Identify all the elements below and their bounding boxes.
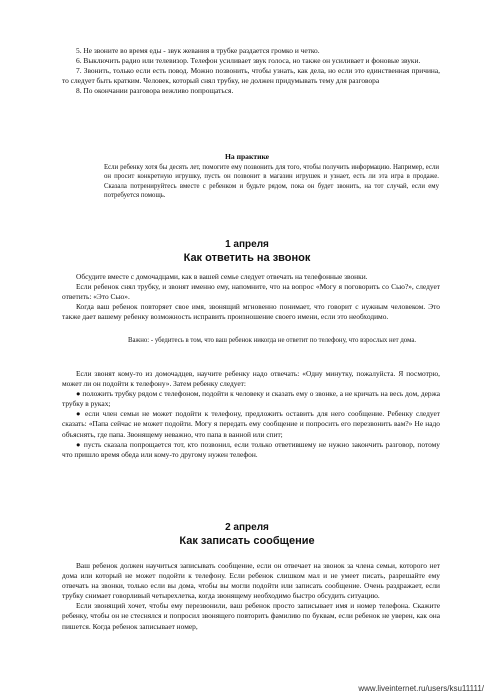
section2-title: Как записать сообщение	[179, 535, 315, 547]
rules-list	[62, 46, 440, 96]
paragraph: Если звонят кому-то из домочадцев, научите ребенку надо отвечать: «Одну минутку, пожалуйста. Я посмотрю, может ли он подойти к телефону». Затем ребенку следует:	[62, 369, 440, 389]
paragraph: Обсудите вместе с домочадцами, как в вашей семье следует отвечать на телефонные звонки.	[76, 272, 368, 281]
section2-date: 2 апреля	[225, 522, 269, 533]
section1-body-2	[62, 369, 440, 460]
paragraph: Если звонящий хочет, чтобы ему перезвонили, ваш ребенок просто записывает имя и номер телефона. Скажите ребенку, чтобы он не стеснялся и попросил звонящего повторить фамилию по буквам, если ребенок не уверен, как она пишется. Когда ребенок записывает номер,	[62, 601, 440, 631]
important-note	[128, 336, 428, 345]
source-url: www.liveinternet.ru/users/ksu11111/	[358, 684, 484, 693]
list-item: 8. По окончании разговора вежливо попрощаться.	[76, 86, 234, 96]
practice-box	[104, 163, 439, 200]
practice-title: На практике	[224, 152, 270, 161]
paragraph: Когда ваш ребенок повторяет свое имя, звонящий мгновенно понимает, что говорит с нужным человеком. Это также дает вашему ребенку возможность исправить произношение своего имени, если это необходимо.	[62, 302, 440, 322]
section1-date: 1 апреля	[225, 239, 269, 250]
list-item: 5. Не звоните во время еды - звук жевания в трубке раздается громко и четко.	[76, 46, 320, 55]
section2-body	[62, 561, 440, 632]
section1-body	[62, 272, 440, 322]
paragraph: Ваш ребенок должен научиться записывать сообщение, если он отвечает на звонок за члена семьи, которого нет дома или который не может подойти к телефону. Если ребенок слишком мал и не умеет писать, разрешайте ему отвечать на звонки, только если вы дома, чтобы вы могли подойти или записать сообщение. Очень раздражает, если трубку снимает говорливый четырехлетка, когда звонящему необходимо быстро обсудить ситуацию.	[62, 561, 440, 601]
bullet-item: ● пусть сказала попрощается тот, кто позвонил, если только ответившему не нужно закончить разговор, потому что пришло время обеда или кому-то другому нужен телефон.	[62, 439, 440, 459]
paragraph: Если ребенок снял трубку, и звонят именно ему, напомните, что на вопрос «Могу я поговорить со Сью?», следует ответить: «Это Сью».	[62, 282, 440, 302]
note-text: Важно: - убедитесь в том, что ваш ребенок никогда не ответит по телефону, что взрослых нет дома.	[128, 337, 417, 344]
practice-text: Если ребенку хотя бы десять лет, помогите ему позвонить для того, чтобы получить информацию. Например, если он просит конкретную игрушку, пусть он позвонит в магазин игрушек и узнает, есть ли эта игра в продаже. Сказала потренируйтесь вместе с ребенком и будьте рядом, пока он будет звонить, на тот случай, если ему потребуется помощь.	[104, 164, 439, 199]
list-item: 7. Звонить, только если есть повод. Можно позвонить, чтобы узнать, как дела, но если это единственная причина, то следует быть кратким. Человек, который снял трубку, не должен придумывать тему для разговора	[62, 66, 440, 86]
bullet-item: ● если член семьи не может подойти к телефону, предложить оставить для него сообщение. Ребенку следует сказать: «Папа сейчас не может подойти. Могу я передать ему сообщение и попросить его перезвонить вам?» Не надо объяснять, где папа. Звонящему неважно, что папа в ванной или спит;	[62, 409, 440, 439]
list-item: 6. Выключить радио или телевизор. Телефон усиливает звук голоса, но также он усиливает и фоновые звуки.	[76, 56, 421, 66]
bullet-item: ● положить трубку рядом с телефоном, подойти к человеку и сказать ему о звонке, а не кричать на весь дом, держа трубку в руках;	[62, 389, 440, 409]
section1-title: Как ответить на звонок	[183, 252, 311, 264]
